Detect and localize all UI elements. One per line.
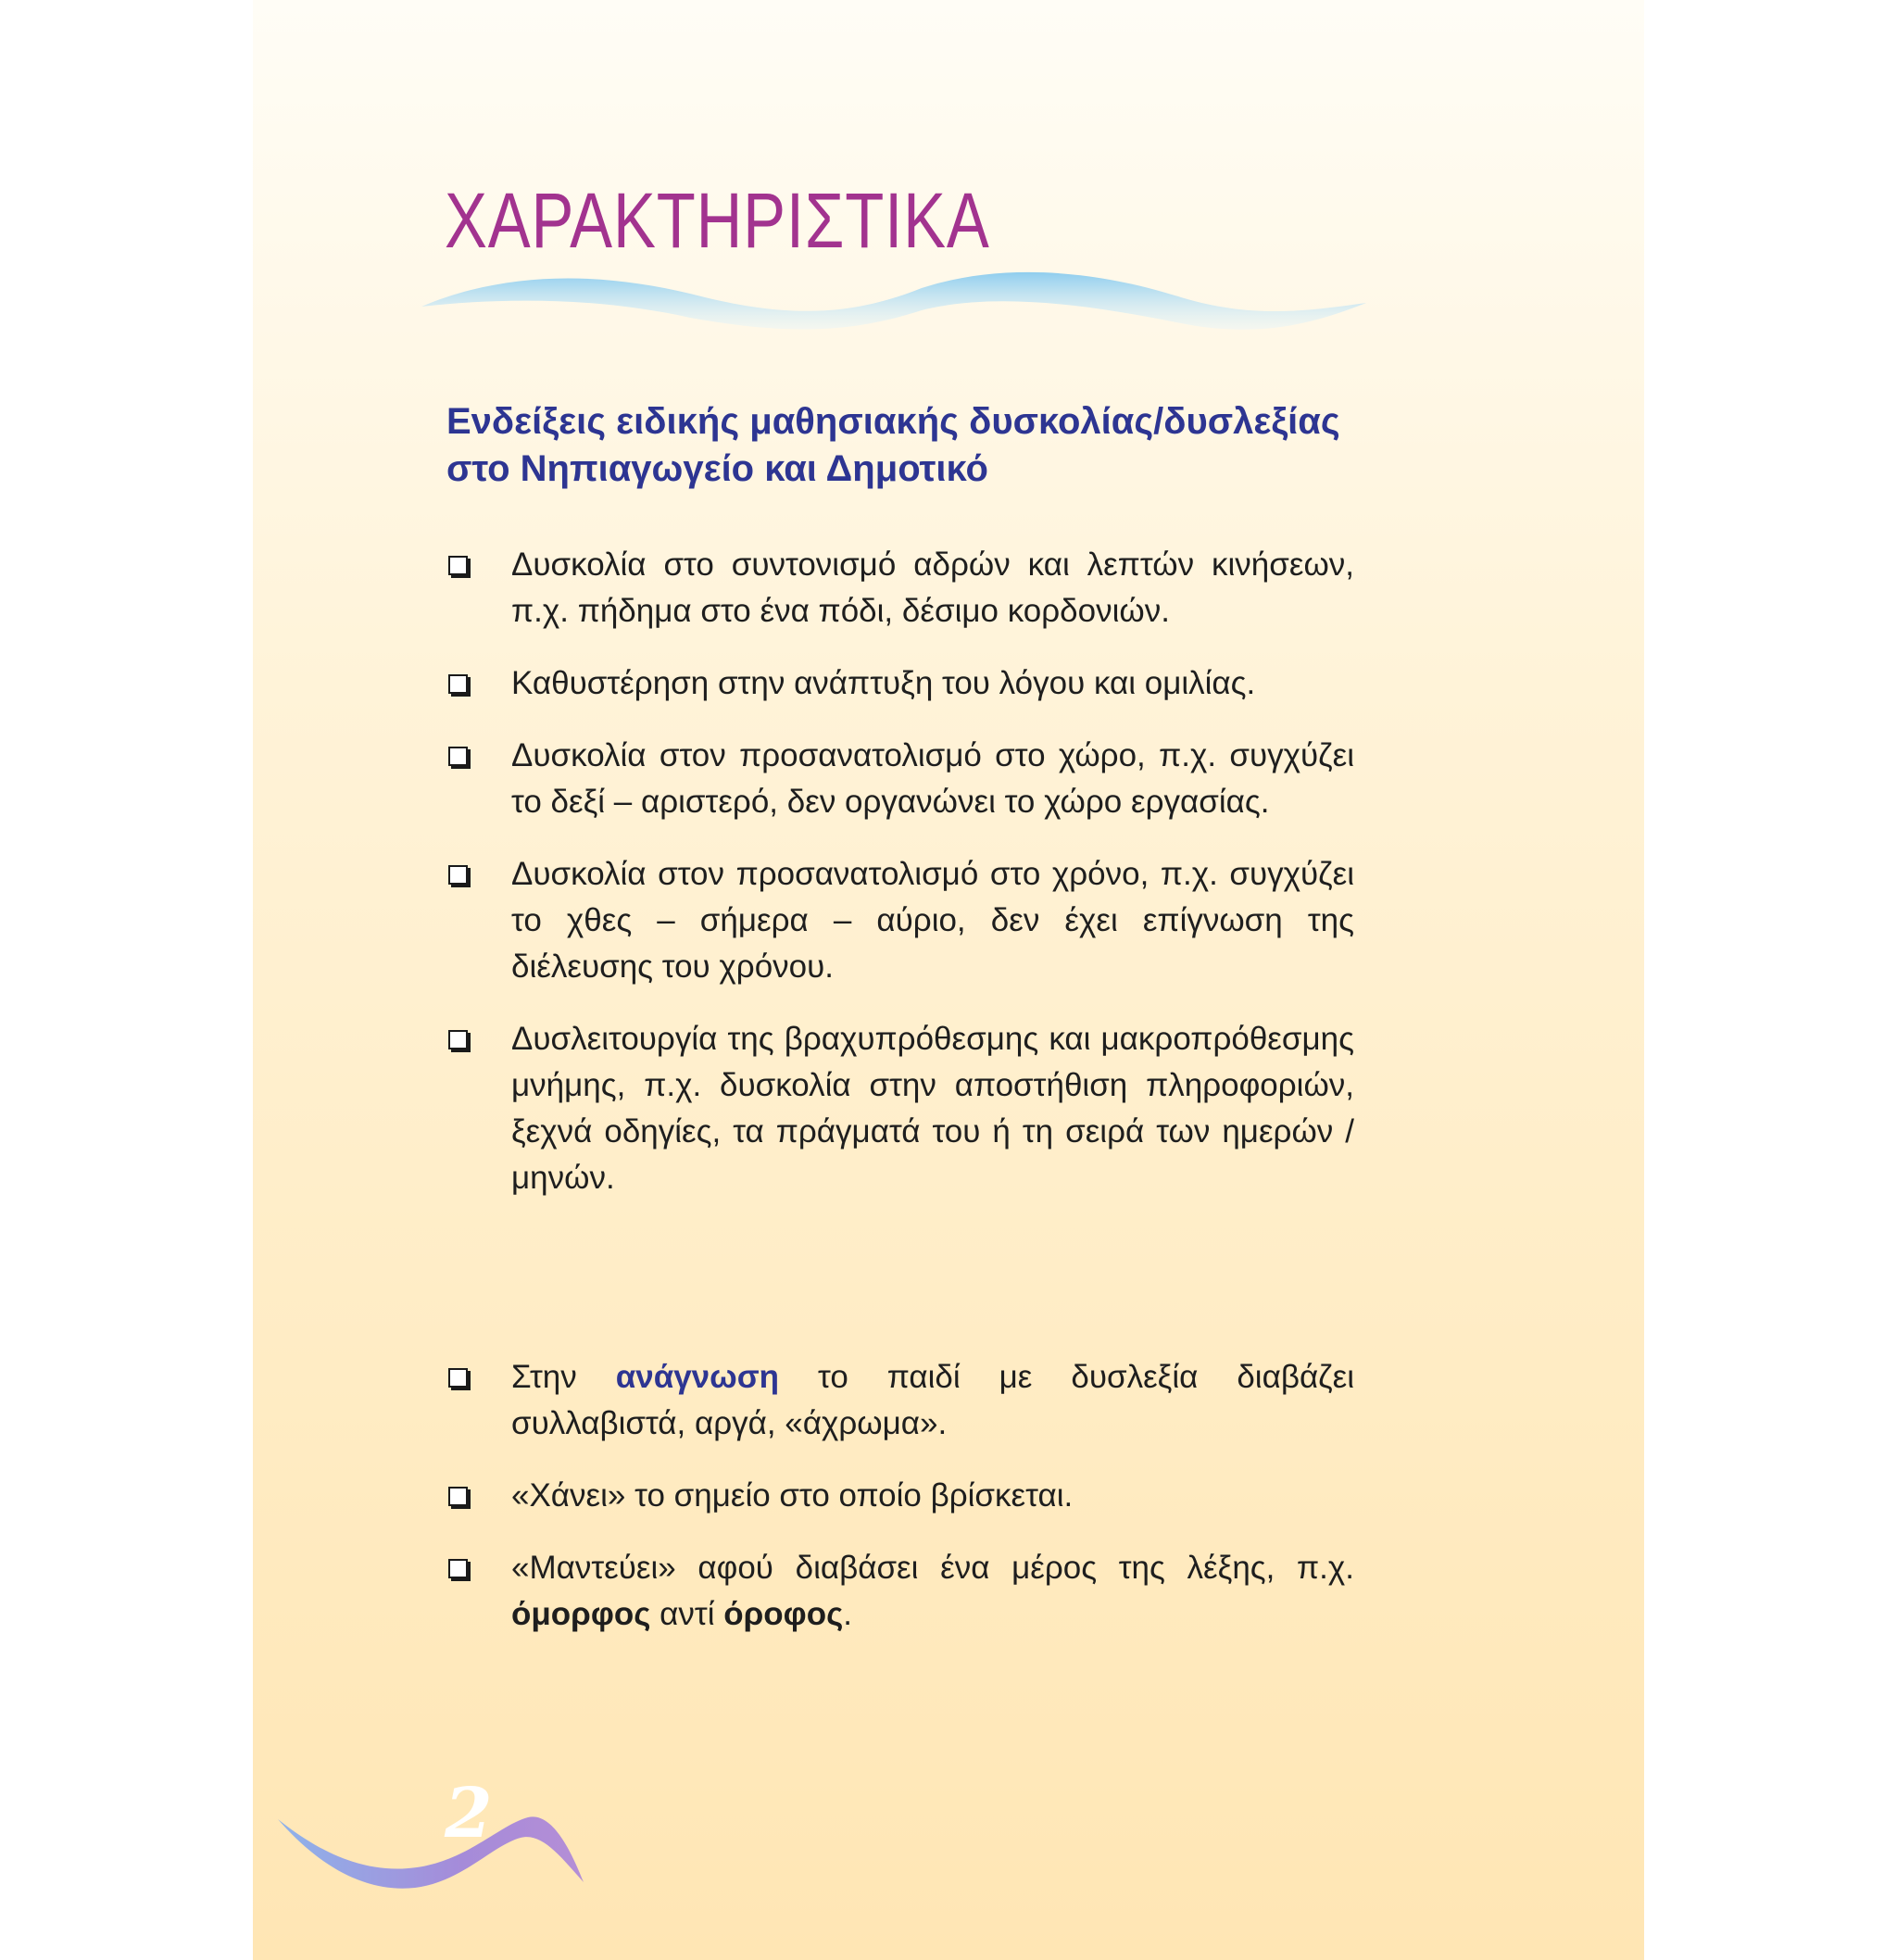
list-item	[446, 1473, 1354, 1519]
list-item	[446, 660, 1354, 707]
list-item	[446, 733, 1354, 825]
list-item-text: Δυσκολία στο συντονισμό αδρών και λεπτών κινήσεων, π.χ. πήδημα στο ένα πόδι, δέσιμο κορδονιών.	[511, 547, 1354, 629]
checkbox-bullet-icon	[448, 1487, 468, 1506]
page-title: ΧΑΡΑΚΤΗΡΙΣΤΙΚΑ	[445, 177, 990, 264]
list-item-text: «Μαντεύει» αφού διαβάσει ένα μέρος της λέξης, π.χ. όμορφος αντί όροφος.	[511, 1550, 1354, 1632]
list-item	[446, 542, 1354, 634]
title-wave-decoration	[421, 264, 1366, 338]
indicators-list	[446, 542, 1354, 1227]
reading-list	[446, 1354, 1354, 1664]
list-item	[446, 851, 1354, 990]
example-word-target: όροφος	[723, 1596, 844, 1632]
section-subtitle: Ενδείξεις ειδικής μαθησιακής δυσκολίας/δυσλεξίας στο Νηπιαγωγείο και Δημοτικό	[446, 401, 1340, 489]
list-item-text: Δυσκολία στον προσανατολισμό στο χώρο, π.χ. συγχύζει το δεξί – αριστερό, δεν οργανώνει το χώρο εργασίας.	[511, 737, 1354, 820]
list-item-text: Δυσκολία στον προσανατολισμό στο χρόνο, π.χ. συγχύζει το χθες – σήμερα – αύριο, δεν έχει επίγνωση της διέλευσης του χρόνου.	[511, 856, 1354, 985]
list-item-text: Δυσλειτουργία της βραχυπρόθεσμης και μακροπρόθεσμης μνήμης, π.χ. δυσκολία στην αποστήθιση πληροφοριών, ξεχνά οδηγίες, τα πράγματά του ή τη σειρά των ημερών / μηνών.	[511, 1021, 1354, 1196]
checkbox-bullet-icon	[448, 1368, 468, 1388]
footer-wave-decoration	[278, 1778, 584, 1890]
list-item-text: «Χάνει» το σημείο στο οποίο βρίσκεται.	[511, 1477, 1074, 1514]
example-word-correct: όμορφος	[511, 1596, 651, 1632]
checkbox-bullet-icon	[448, 747, 468, 766]
list-item	[446, 1354, 1354, 1447]
keyword-reading: ανάγνωση	[615, 1359, 780, 1395]
checkbox-bullet-icon	[448, 556, 468, 575]
list-item	[446, 1545, 1354, 1638]
checkbox-bullet-icon	[448, 1559, 468, 1578]
checkbox-bullet-icon	[448, 865, 468, 885]
checkbox-bullet-icon	[448, 674, 468, 694]
list-item-text: Καθυστέρηση στην ανάπτυξη του λόγου και ομιλίας.	[511, 665, 1256, 701]
checkbox-bullet-icon	[448, 1030, 468, 1049]
page-number: 2	[445, 1774, 493, 1853]
list-item	[446, 1016, 1354, 1201]
list-item-text: Στην ανάγνωση το παιδί με δυσλεξία διαβάζει συλλαβιστά, αργά, «άχρωμα».	[511, 1359, 1354, 1441]
